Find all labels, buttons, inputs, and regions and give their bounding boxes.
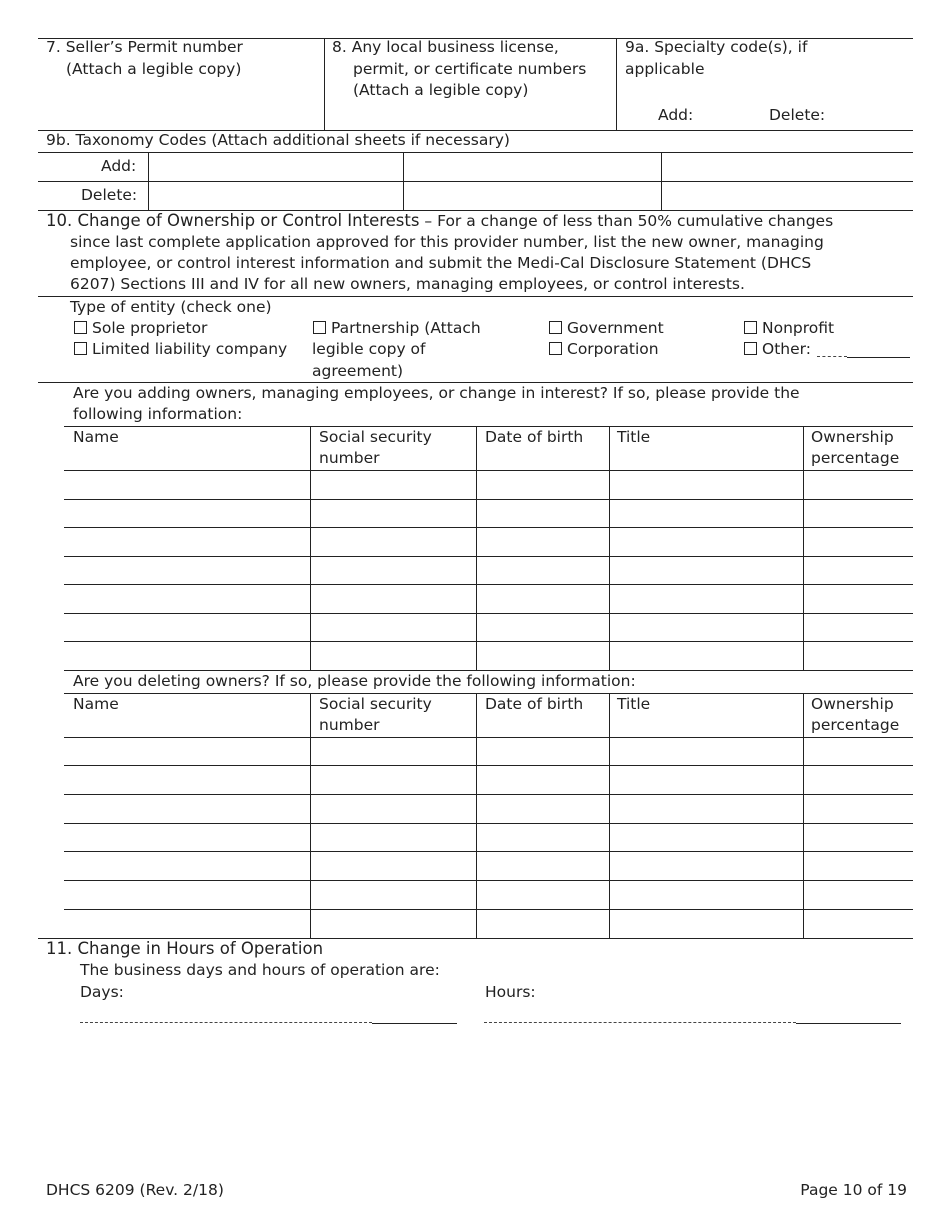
taxonomy-add-3[interactable] — [664, 154, 914, 181]
sec8-label: 8. Any local business license, — [332, 38, 559, 56]
taxonomy-add-1[interactable] — [151, 154, 404, 181]
col-name: Name — [73, 428, 119, 446]
government-checkbox[interactable] — [549, 321, 562, 334]
corporation-checkbox[interactable] — [549, 342, 562, 355]
col-title: Title — [617, 695, 651, 713]
sellers-permit-input[interactable] — [46, 102, 320, 128]
deleting-question: Are you deleting owners? If so, please provide the following information: — [73, 672, 636, 690]
taxonomy-delete-3[interactable] — [664, 183, 914, 210]
col-ownership-2: percentage — [811, 449, 900, 467]
deleting-owners-table — [64, 693, 913, 939]
sec9a-label-2: applicable — [625, 60, 705, 78]
days-label: Days: — [80, 983, 124, 1001]
entity-corporation[interactable] — [549, 339, 659, 360]
sec10-line3: employee, or control interest information and submit the Medi-Cal Disclosure Statement (DHCS — [70, 254, 812, 272]
col-ownership: Ownership — [811, 695, 894, 713]
days-input[interactable] — [80, 1002, 461, 1024]
partnership-label-3: agreement) — [312, 362, 404, 380]
sec9a-label: 9a. Specialty code(s), if — [625, 38, 808, 56]
sole-proprietor-label: Sole proprietor — [92, 319, 208, 337]
col-ownership-2: percentage — [811, 716, 900, 734]
nonprofit-checkbox[interactable] — [744, 321, 757, 334]
sec10-line2: since last complete application approved for this provider number, list the new owner, managing — [70, 233, 824, 251]
entity-llc[interactable] — [74, 339, 287, 360]
sec10-heading: 10. Change of Ownership or Control Interests — [46, 211, 420, 230]
col-dob: Date of birth — [485, 428, 584, 446]
page-number: Page 10 of 19 — [800, 1181, 907, 1199]
sec10-paragraph — [46, 210, 833, 232]
hours-input[interactable] — [484, 1002, 905, 1024]
entity-type-label: Type of entity (check one) — [70, 298, 272, 316]
sec9b-add-label: Add: — [101, 157, 137, 175]
sole-proprietor-checkbox[interactable] — [74, 321, 87, 334]
taxonomy-delete-1[interactable] — [151, 183, 404, 210]
sec9a-delete-label: Delete: — [769, 106, 826, 124]
sec9a-add-label: Add: — [658, 106, 694, 124]
other-label: Other: — [762, 340, 811, 358]
llc-checkbox[interactable] — [74, 342, 87, 355]
sec7-note: (Attach a legible copy) — [66, 60, 242, 78]
taxonomy-delete-2[interactable] — [406, 183, 662, 210]
partnership-label: Partnership (Attach — [331, 319, 481, 337]
llc-label: Limited liability company — [92, 340, 288, 358]
corporation-label: Corporation — [567, 340, 659, 358]
adding-owners-table — [64, 426, 913, 671]
partnership-label-2: legible copy of — [312, 340, 426, 358]
sec7-label: 7. Seller’s Permit number — [46, 38, 243, 56]
other-checkbox[interactable] — [744, 342, 757, 355]
other-entity-input[interactable] — [817, 339, 914, 359]
sec8-label-2: permit, or certificate numbers — [353, 60, 587, 78]
adding-question-2: following information: — [73, 405, 243, 423]
taxonomy-add-2[interactable] — [406, 154, 662, 181]
col-ssn-2: number — [319, 716, 380, 734]
form-id: DHCS 6209 (Rev. 2/18) — [46, 1181, 224, 1199]
sec9b-delete-label: Delete: — [81, 186, 138, 204]
sec10-line1: – For a change of less than 50% cumulative changes — [419, 212, 834, 230]
entity-sole-proprietor[interactable] — [74, 318, 207, 339]
government-label: Government — [567, 319, 664, 337]
col-name: Name — [73, 695, 119, 713]
col-ssn: Social security — [319, 428, 432, 446]
nonprofit-label: Nonprofit — [762, 319, 835, 337]
col-title: Title — [617, 428, 651, 446]
sec10-line4: 6207) Sections III and IV for all new owners, managing employees, or control interests. — [70, 275, 745, 293]
adding-question: Are you adding owners, managing employees, or change in interest? If so, please provide the — [73, 384, 800, 402]
business-license-input[interactable] — [332, 102, 612, 128]
entity-nonprofit[interactable] — [744, 318, 834, 339]
col-ownership: Ownership — [811, 428, 894, 446]
hours-label: Hours: — [485, 983, 536, 1001]
col-ssn-2: number — [319, 449, 380, 467]
col-dob: Date of birth — [485, 695, 584, 713]
sec8-note: (Attach a legible copy) — [353, 81, 529, 99]
col-ssn: Social security — [319, 695, 432, 713]
entity-other[interactable] — [744, 339, 811, 360]
entity-government[interactable] — [549, 318, 664, 339]
sec11-intro: The business days and hours of operation are: — [80, 961, 440, 979]
sec11-heading: 11. Change in Hours of Operation — [46, 939, 324, 958]
sec9b-title: 9b. Taxonomy Codes (Attach additional sheets if necessary) — [46, 131, 510, 149]
entity-partnership[interactable] — [313, 318, 481, 339]
partnership-checkbox[interactable] — [313, 321, 326, 334]
